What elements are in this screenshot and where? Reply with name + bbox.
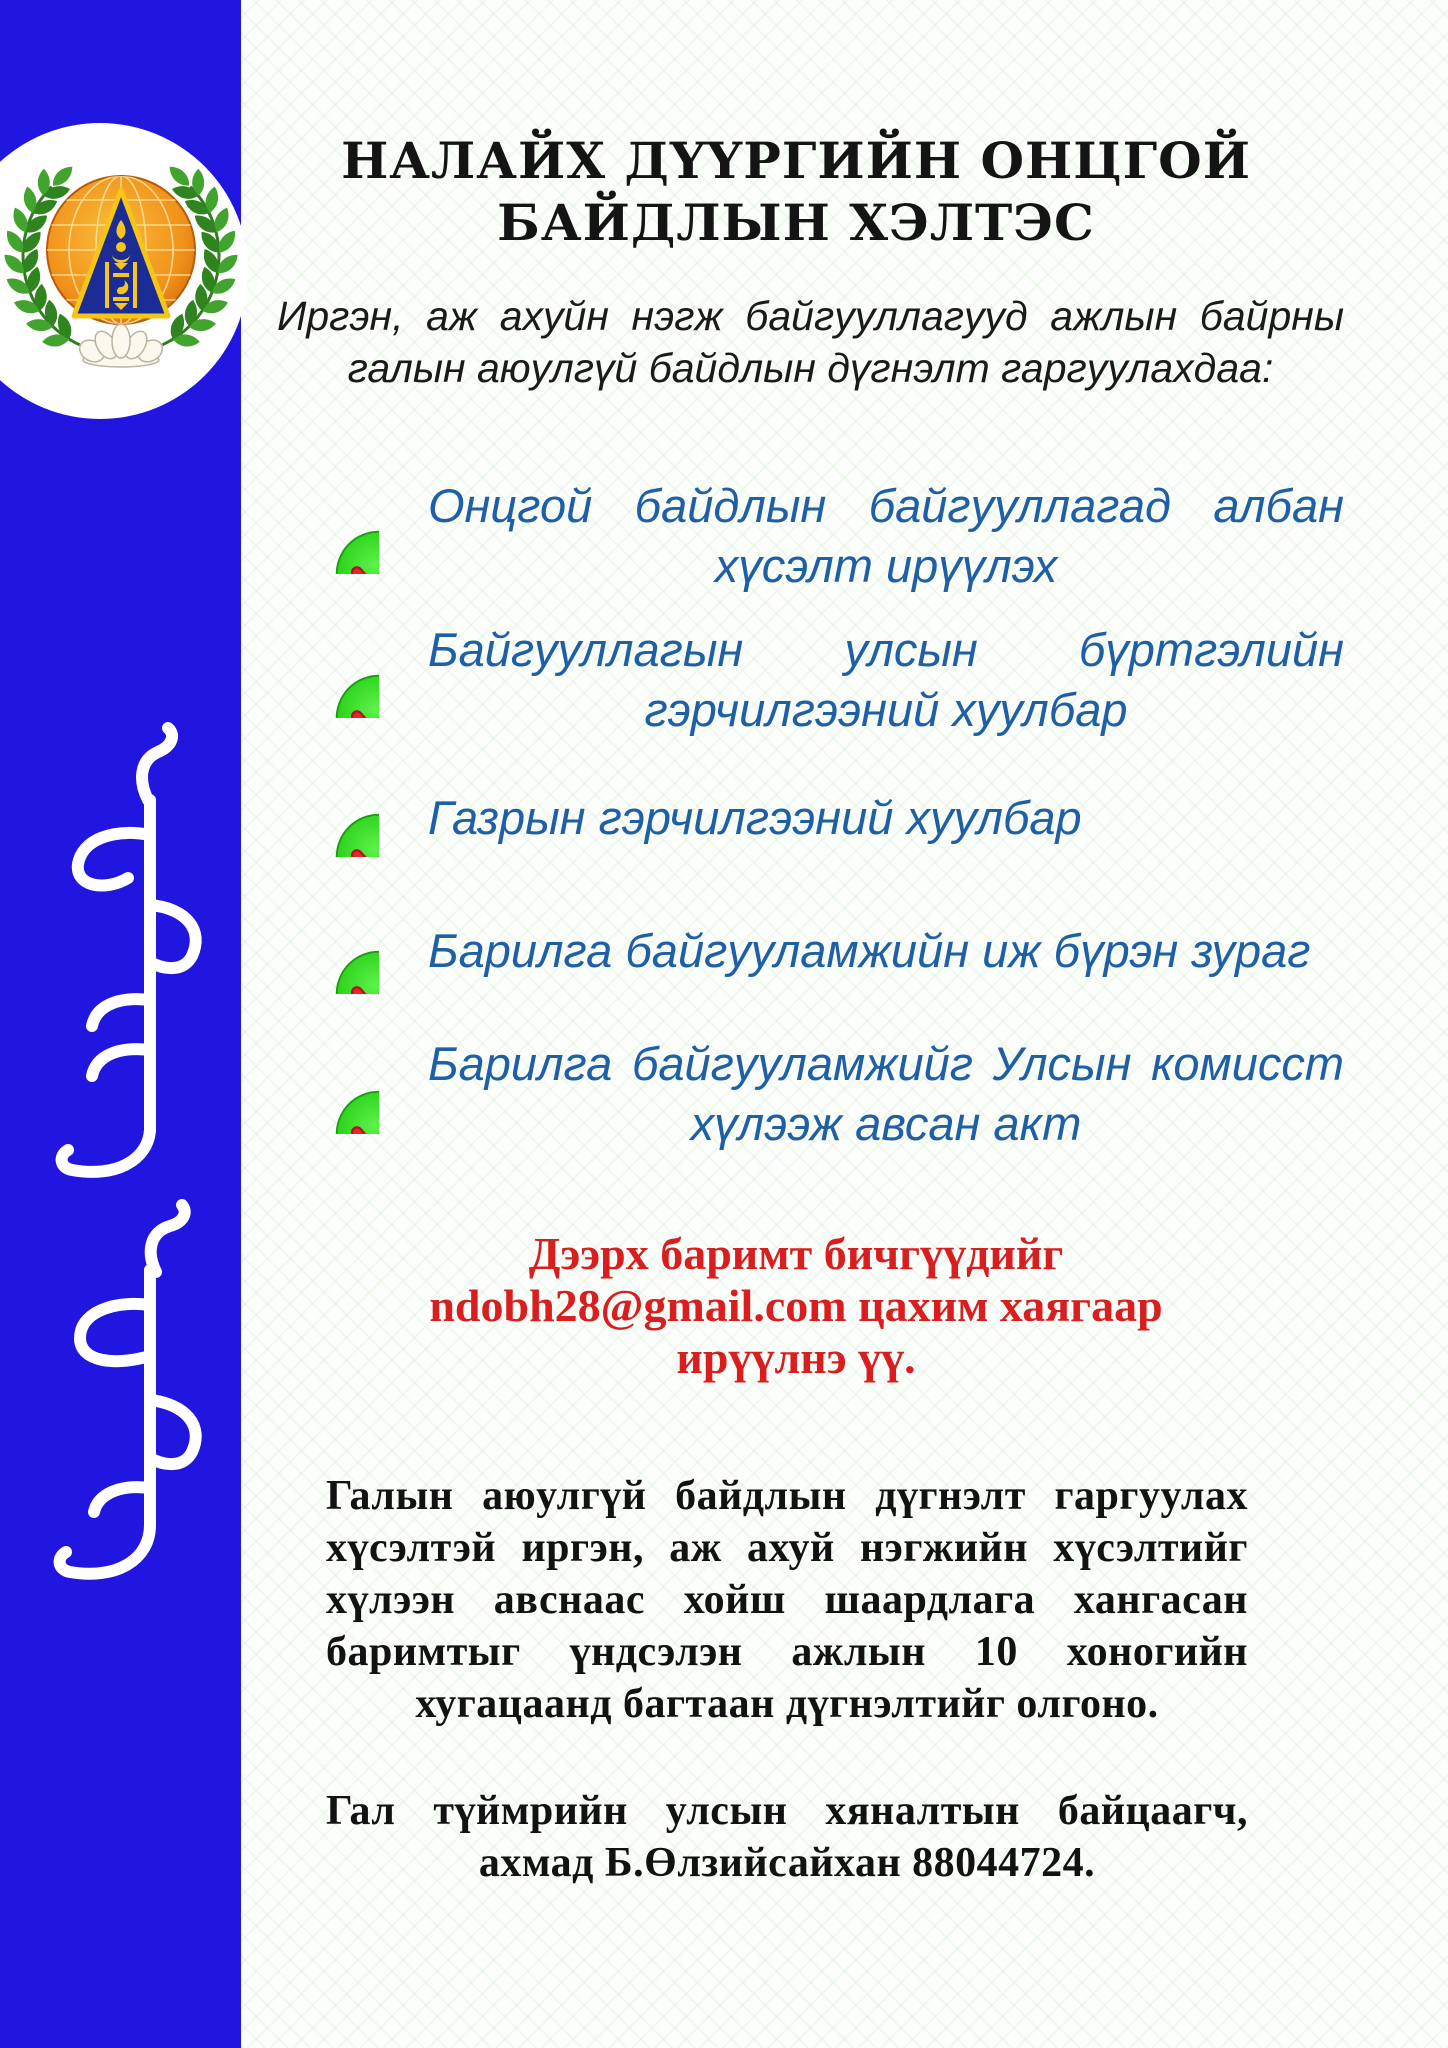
intro-line: галын аюулгүй байдлын дүгнэлт гаргуулахдаа:: [347, 345, 1274, 391]
paragraph-line: хугацаанд багтаан дүгнэлтийг олгоно.: [415, 1681, 1159, 1727]
notice-line: Дээрх баримт бичгүүдийг: [528, 1228, 1064, 1279]
requirement-line: хүлээж авсан акт: [690, 1097, 1082, 1150]
contact-line: ахмад Б.Өлзийсайхан 88044724.: [478, 1840, 1096, 1886]
requirement-text: [428, 1034, 1344, 1154]
requirement-line: Барилга байгууламжийг Улсын комисст: [428, 1037, 1344, 1090]
submission-notice: [296, 1228, 1296, 1384]
requirement-line: хүсэлт ирүүлэх: [714, 539, 1058, 592]
paragraph-line: хүлээн авснаас хойш шаардлага хангасан: [326, 1577, 1248, 1623]
contact-line: Гал түймрийн улсын хяналтын байцаагч,: [326, 1788, 1248, 1834]
requirement-line: Байгууллагын улсын бүртгэлийн: [428, 623, 1344, 676]
check-icon: [287, 1042, 379, 1134]
title-line: НАЛАЙХ ДҮҮРГИЙН ОНЦГОЙ: [341, 131, 1251, 190]
sidebar: [0, 0, 260, 2048]
contact-info: [326, 1785, 1248, 1889]
requirement-line: Онцгой байдлын байгууллагад албан: [428, 479, 1344, 532]
requirement-text: [428, 620, 1344, 740]
processing-paragraph: [326, 1470, 1248, 1730]
page-title: [296, 130, 1296, 254]
requirement-text: [428, 921, 1344, 981]
requirement-line: Газрын гэрчилгээний хуулбар: [428, 791, 1082, 844]
check-icon: [287, 765, 379, 857]
paragraph-line: хүсэлтэй иргэн, аж ахуй нэгжийн хүсэлтийг: [326, 1525, 1248, 1571]
requirement-line: гэрчилгээний хуулбар: [644, 683, 1128, 736]
requirement-text: [428, 476, 1344, 596]
paragraph-line: баримтыг үндсэлэн ажлын 10 хоногийн: [326, 1629, 1248, 1675]
check-icon: [287, 482, 379, 574]
requirement-line: Барилга байгууламжийн иж бүрэн зураг: [428, 924, 1311, 977]
check-icon: [287, 626, 379, 718]
intro-text: [277, 290, 1344, 394]
check-icon: [287, 902, 379, 994]
title-line: БАЙДЛЫН ХЭЛТЭС: [497, 193, 1095, 252]
requirement-text: [428, 788, 1344, 848]
intro-line: Иргэн, аж ахуйн нэгж байгууллагууд ажлын байрны: [277, 293, 1344, 339]
email-line: ndobh28@gmail.com цахим хаягаар: [429, 1280, 1163, 1331]
paragraph-line: Галын аюулгүй байдлын дүгнэлт гаргуулах: [326, 1473, 1248, 1519]
notice-line: ирүүлнэ үү.: [676, 1332, 916, 1383]
